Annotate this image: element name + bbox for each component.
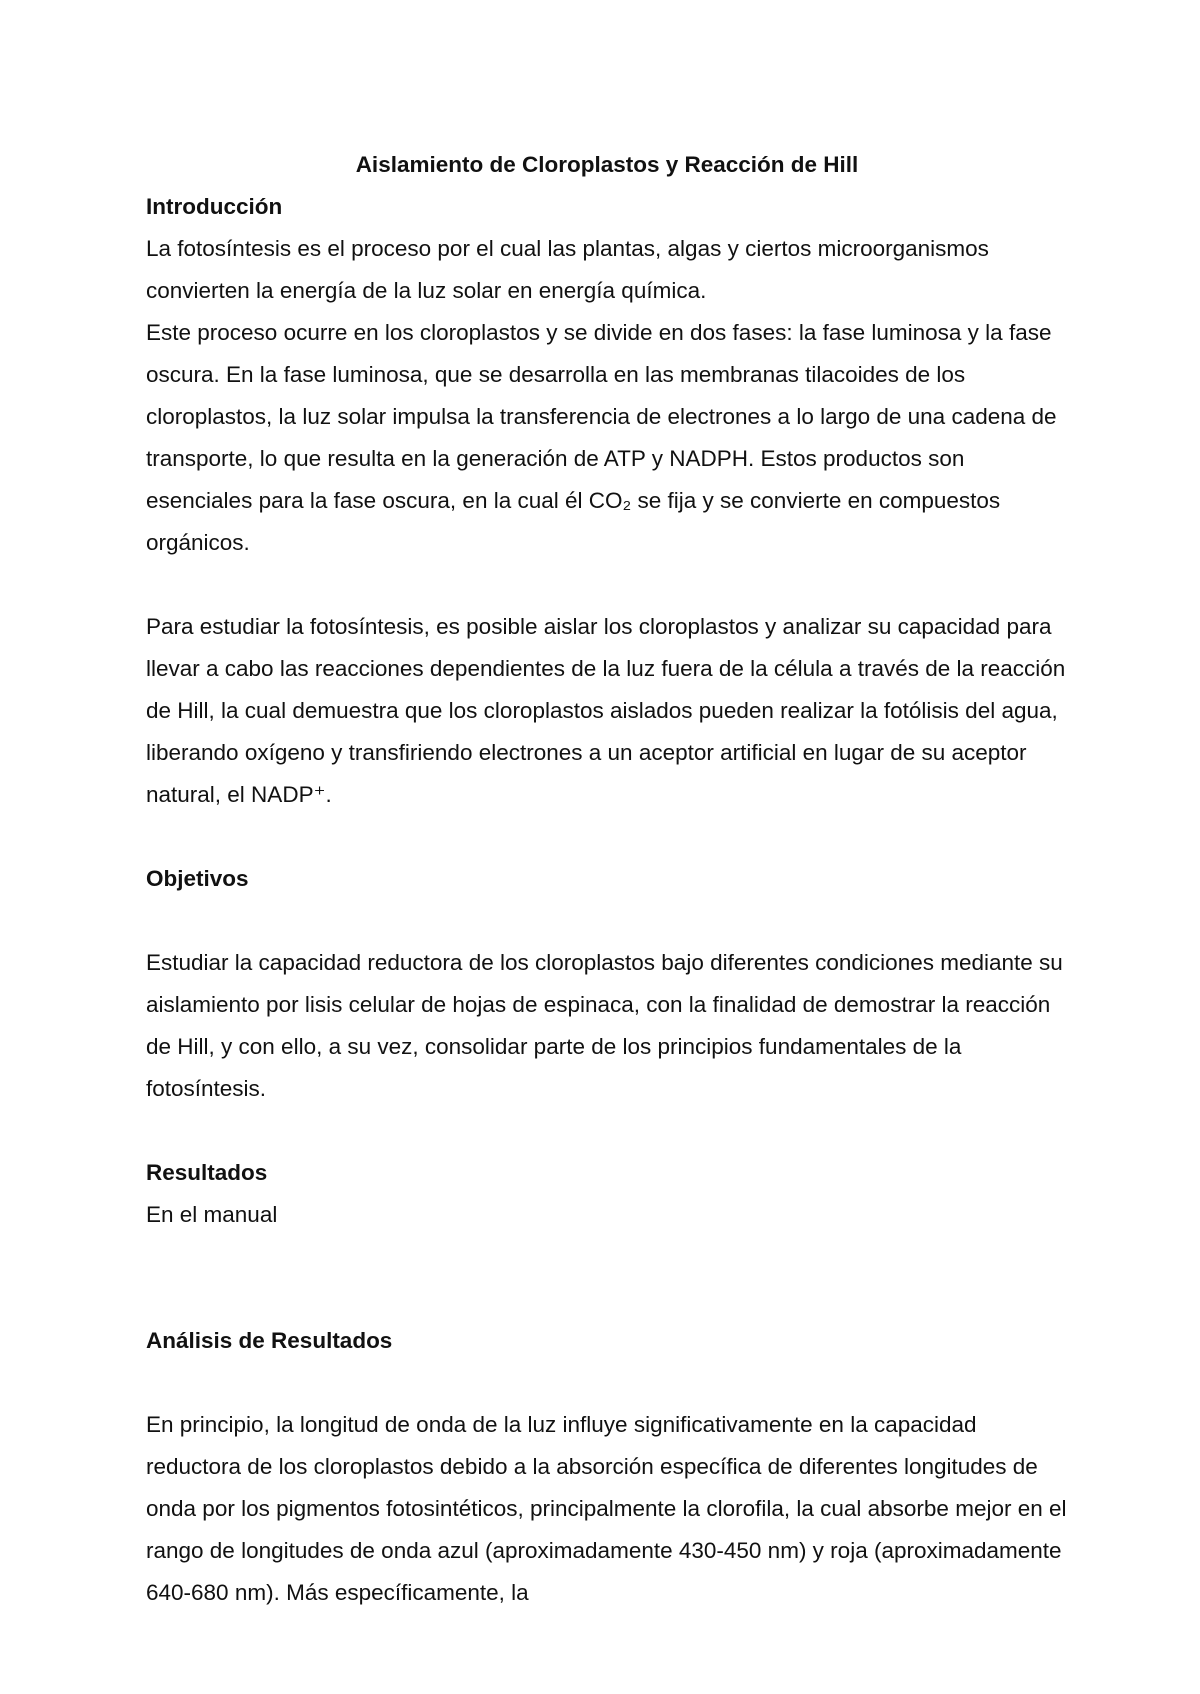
spacer <box>146 900 1068 942</box>
heading-introduccion: Introducción <box>146 194 283 219</box>
heading-analisis: Análisis de Resultados <box>146 1328 393 1353</box>
spacer <box>146 1110 1068 1152</box>
spacer <box>146 1362 1068 1404</box>
paragraph-intro-1: La fotosíntesis es el proceso por el cual las plantas, algas y ciertos microorganismos convierten la energía de la luz solar en energía química. <box>146 236 989 303</box>
paragraph-analisis: En principio, la longitud de onda de la luz influye significativamente en la capacidad reductora de los cloroplastos debido a la absorción específica de diferentes longitudes de onda por los pigmentos fotosintéticos, principalmente la clorofila, la cual absorbe mejor en el rango de longitudes de onda azul (aproximadamente 430-450 nm) y roja (aproximadamente 640-680 nm). Más específicamente, la <box>146 1412 1067 1605</box>
heading-resultados: Resultados <box>146 1160 268 1185</box>
paragraph-intro-2: Este proceso ocurre en los cloroplastos y se divide en dos fases: la fase luminosa y la fase oscura. En la fase luminosa, que se desarrolla en las membranas tilacoides de los cloroplastos, la luz solar impulsa la transferencia de electrones a lo largo de una cadena de transporte, lo que resulta en la generación de ATP y NADPH. Estos productos son esenciales para la fase oscura, en la cual él CO₂ se fija y se convierte en compuestos orgánicos. <box>146 320 1057 555</box>
heading-objetivos: Objetivos <box>146 866 249 891</box>
paragraph-resultados: En el manual <box>146 1202 278 1227</box>
spacer <box>146 816 1068 858</box>
spacer <box>146 1236 1068 1320</box>
spacer <box>146 564 1068 606</box>
paragraph-objetivos: Estudiar la capacidad reductora de los cloroplastos bajo diferentes condiciones mediante su aislamiento por lisis celular de hojas de espinaca, con la finalidad de demostrar la reacción de Hill, y con ello, a su vez, consolidar parte de los principios fundamentales de la fotosíntesis. <box>146 950 1063 1101</box>
document-body <box>146 144 1068 1614</box>
paragraph-intro-3: Para estudiar la fotosíntesis, es posible aislar los cloroplastos y analizar su capacidad para llevar a cabo las reacciones dependientes de la luz fuera de la célula a través de la reacción de Hill, la cual demuestra que los cloroplastos aislados pueden realizar la fotólisis del agua, liberando oxígeno y transfiriendo electrones a un aceptor artificial en lugar de su aceptor natural, el NADP⁺. <box>146 614 1066 807</box>
document-title: Aislamiento de Cloroplastos y Reacción de Hill <box>355 152 859 177</box>
